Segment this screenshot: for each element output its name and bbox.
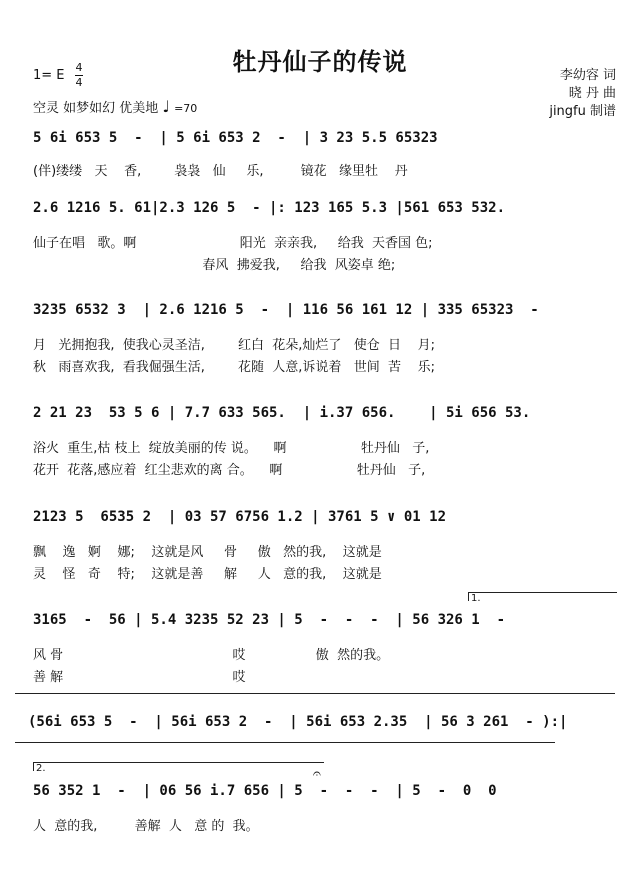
system-6-lyrics-1: 风 骨 哎 傲 然的我。 [33,648,390,663]
key-signature: 1= E [33,68,65,83]
system-3-lyrics-1: 月 光拥抱我, 使我心灵圣洁, 红白 花朵,灿烂了 使仓 日 月; [33,338,435,353]
section-divider-rule-2 [15,742,555,743]
system-4-notes: 2 21 23 53 5 6 | 7.7 633 565. | i.37 656. | 5i 656 53. [33,405,531,421]
system-2-lyrics-2: 春风 拂爱我, 给我 风姿卓 绝; [33,258,396,273]
section-divider-rule [15,693,615,694]
second-ending-bracket [33,762,324,771]
system-5-lyrics-2: 灵 怪 奇 特; 这就是善 解 人 意的我, 这就是 [33,567,382,582]
composer-credit: 晓 丹 曲 [568,86,616,101]
system-5-notes: 2123 5 6535 2 | 03 57 6756 1.2 | 3761 5 ∨ 01 12 [33,509,447,525]
second-ending-label: 2. [36,763,46,774]
time-signature-bottom: 4 [75,76,83,89]
system-1-lyrics-1: (伴)缕缕 天 香, 袅袅 仙 乐, 镜花 缘里牡 丹 [33,164,408,179]
quarter-note-icon: ♩ [162,97,170,116]
performance-direction [33,97,197,116]
system-2-notes: 2.6 1216 5. 61|2.3 126 5 - |: 123 165 5.3 |561 653 532. [33,200,506,216]
time-signature [75,62,83,89]
system-4-lyrics-1: 浴火 重生,枯 枝上 绽放美丽的传 说。 啊 牡丹仙 子, [33,441,430,456]
mood-text: 空灵 如梦如幻 优美地 [33,101,159,116]
system-8-lyrics-1: 人 意的我, 善解 人 意 的 我。 [33,819,259,834]
system-7-notes: (56i 653 5 - | 56i 653 2 - | 56i 653 2.35 | 56 3 261 - ):| [28,714,568,730]
time-signature-top: 4 [75,61,83,74]
first-ending-label: 1. [471,593,481,604]
system-6-lyrics-2: 善 解 哎 [33,670,246,685]
tempo-text: =70 [174,102,198,115]
system-3-notes: 3235 6532 3 | 2.6 1216 5 - | 116 56 161 12 | 335 65323 - [33,302,548,318]
system-6-notes: 3165 - 56 | 5.4 3235 52 23 | 5 - - - | 56 326 1 - [33,612,514,628]
system-4-lyrics-2: 花开 花落,感应着 红尘悲欢的离 合。 啊 牡丹仙 子, [33,463,426,478]
arranger-credit: jingfu 制谱 [549,104,616,119]
first-ending-bracket [468,592,617,601]
system-3-lyrics-2: 秋 雨喜欢我, 看我倔强生活, 花随 人意,诉说着 世间 苦 乐; [33,360,435,375]
system-5-lyrics-1: 飘 逸 婀 娜; 这就是风 骨 傲 然的我, 这就是 [33,545,382,560]
fermata-icon: 𝄐 [313,766,321,782]
page-title: 牡丹仙子的传说 [232,48,408,76]
system-8-notes: 56 352 1 - | 06 56 i.7 656 | 5 - - - | 5 - 0 0 [33,783,497,799]
lyricist-credit: 李幼容 词 [559,68,616,83]
system-2-lyrics-1: 仙子在唱 歌。啊 阳光 亲亲我, 给我 天香国 色; [33,236,433,251]
system-1-notes: 5 6i 653 5 - | 5 6i 653 2 - | 3 23 5.5 65323 [33,130,438,146]
